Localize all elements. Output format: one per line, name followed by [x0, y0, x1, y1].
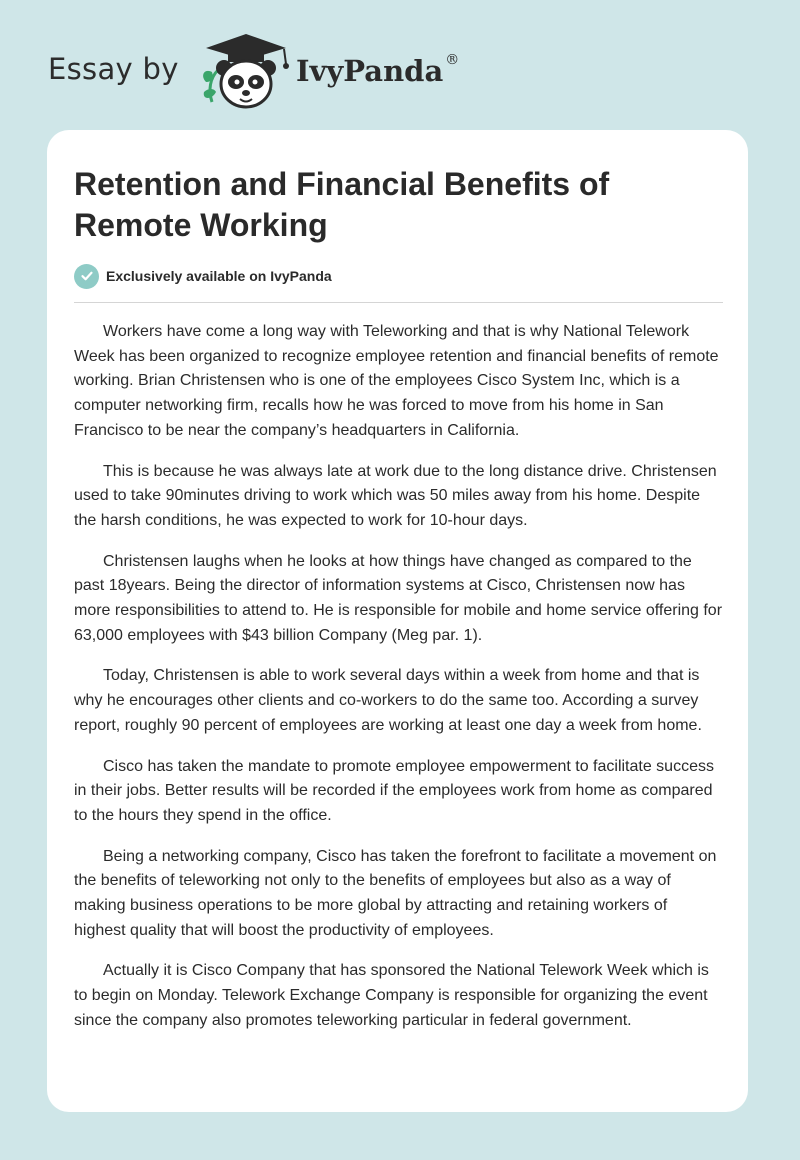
paragraph: This is because he was always late at work due to the long distance drive. Christensen used to take 90minutes driving to work which was 50 miles away from his home. Despite the harsh conditions, he was expected to work for 10-hour days. [74, 462, 717, 529]
title-divider [74, 302, 723, 303]
site-header [0, 0, 800, 130]
paragraph: Cisco has taken the mandate to promote employee empowerment to facilitate success in their jobs. Better results will be recorded if the employees work from home as compared to the hours they spend in the office. [74, 757, 714, 824]
paragraph: Workers have come a long way with Teleworking and that is why National Telework Week has been organized to recognize employee retention and financial benefits of remote working. Brian Christensen who is one of the employees Cisco System Inc, which is a computer networking firm, recalls how he was forced to move from his home in San Francisco to be near the company’s headquarters in California. [74, 323, 719, 439]
panda-logo-icon[interactable] [198, 30, 294, 110]
paragraph: Today, Christensen is able to work several days within a week from home and that is why he encourages other clients and co-workers to do the same too. According a survey report, roughly 90 percent of employees are working at least one day a week from home. [74, 667, 702, 734]
paragraph: Being a networking company, Cisco has taken the forefront to facilitate a movement on the benefits of teleworking not only to the benefits of employees but also as a way of making business operations to be more global by attracting and retaining workers of highest quality that will boost the productivity of employees. [74, 847, 717, 939]
article-body [74, 320, 723, 1050]
exclusive-badge [74, 263, 332, 289]
paragraph: Actually it is Cisco Company that has sponsored the National Telework Week which is to begin on Monday. Telework Exchange Company is responsible for organizing the event since the company also promotes teleworking particular in federal government. [74, 962, 709, 1029]
article-card [47, 130, 748, 1112]
brand-name[interactable]: IvyPanda ® [296, 52, 460, 88]
exclusive-badge-label: Exclusively available on IvyPanda [106, 268, 332, 284]
article-title: Retention and Financial Benefits of Remote Working [74, 166, 610, 243]
essay-by-label: Essay by [48, 52, 179, 86]
registered-mark: ® [445, 52, 460, 69]
check-circle-icon [74, 264, 99, 289]
paragraph: Christensen laughs when he looks at how things have changed as compared to the past 18years. Being the director of information systems at Cisco, Christensen now has more responsibilities to attend to. He is responsible for mobile and home service offering for 63,000 employees with $43 billion Company (Meg par. 1). [74, 552, 723, 644]
